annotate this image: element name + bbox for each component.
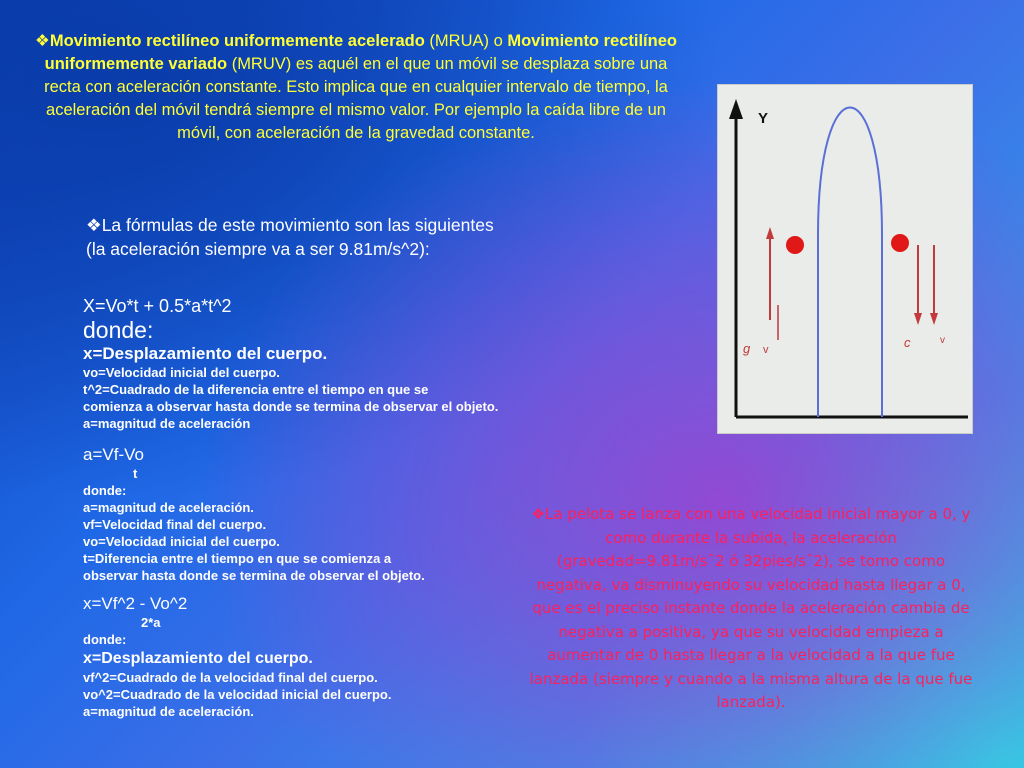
formula2-t-def-1: t=Diferencia entre el tiempo en que se comienza a: [83, 551, 392, 566]
label-right-a: c: [904, 335, 911, 350]
formula1-a-def: a=magnitud de aceleración: [83, 416, 251, 431]
formula2-t-def-2: observar hasta donde se termina de observar el objeto.: [83, 568, 425, 583]
formula2-equation: a=Vf-Vo: [83, 445, 144, 464]
formula1-x-def: x=Desplazamiento del cuerpo.: [83, 344, 328, 363]
formula1-t2-def-1: t^2=Cuadrado de la diferencia entre el tiempo en que se: [83, 382, 429, 397]
ball-trajectory-figure: [717, 84, 973, 434]
bullet-icon: ❖: [86, 215, 102, 235]
formula3-denominator: 2*a: [141, 615, 161, 630]
formula1-equation: X=Vo*t + 0.5*a*t^2: [83, 296, 232, 316]
y-axis-label: Y: [758, 110, 769, 127]
formula2-vf-def: vf=Velocidad final del cuerpo.: [83, 517, 267, 532]
label-left-a: g: [743, 341, 751, 356]
formula3-vf2-def: vf^2=Cuadrado de la velocidad final del cuerpo.: [83, 670, 378, 685]
formula3-vo2-def: vo^2=Cuadrado de la velocidad inicial del cuerpo.: [83, 687, 392, 702]
formula3-donde: donde:: [83, 632, 127, 647]
mrua-term: Movimiento rectilíneo uniformemente acelerado: [49, 32, 425, 50]
formula2-a-def: a=magnitud de aceleración.: [83, 500, 254, 515]
formula1-vo-def: vo=Velocidad inicial del cuerpo.: [83, 365, 280, 380]
formulas-intro-line1: La fórmulas de este movimiento son las siguientes: [101, 215, 494, 235]
ball-right: [891, 234, 909, 252]
mrua-abbr: (MRUA) o: [424, 32, 508, 50]
label-right-b: v: [940, 335, 945, 346]
trajectory-diagram: [718, 85, 972, 433]
formula1-donde: donde:: [83, 317, 154, 343]
y-axis-arrow: [729, 99, 743, 119]
ball-left: [786, 236, 804, 254]
explanation-paragraph: [523, 503, 979, 715]
formula2-vo-def: vo=Velocidad inicial del cuerpo.: [83, 534, 280, 549]
mruv-term: Movimiento rectilíneo uniformemente variado: [44, 32, 677, 73]
intro-rest: (MRUV) es aquél en el que un móvil se desplaza sobre una recta con aceleración constante. Esto implica que en cualquier intervalo de tiempo, la aceleración del móvil tendrá siempre el mismo valor. Por ejemplo la caída libre de un móvil, con aceleración de la gravedad constante.: [44, 55, 668, 142]
formulas-intro: [86, 213, 566, 261]
bullet-icon: ❖: [531, 505, 546, 523]
formula2-denominator: t: [133, 466, 138, 481]
explanation-text: La pelota se lanza con una velocidad inicial mayor a 0, y como durante la subida, la aceleración (gravedad=9.81m/sˆ2 ó 32pies/sˆ2), se tomo como negativa, va disminuyendo su velocidad hasta llegar a 0, que es el preciso instante donde la aceleración cambia de negativa a positiva, ya que su velocidad empieza a aumentar de 0 hasta llegar a la velocidad a la que fue lanzada (siempre y cuando a la misma altura de la que fue lanzada).: [529, 505, 973, 711]
formulas-intro-line2: (la aceleración siempre va a ser 9.81m/s^2):: [86, 239, 430, 259]
formula1-t2-def-2: comienza a observar hasta donde se termina de observar el objeto.: [83, 399, 499, 414]
trajectory-path: [818, 108, 882, 418]
bullet-icon: ❖: [35, 32, 50, 50]
formula3-equation: x=Vf^2 - Vo^2: [83, 594, 188, 613]
formula3-x-def: x=Desplazamiento del cuerpo.: [83, 650, 313, 667]
formula2-donde: donde:: [83, 483, 127, 498]
intro-paragraph: [26, 30, 686, 145]
label-left-b: v: [763, 344, 769, 356]
formula3-a-def: a=magnitud de aceleración.: [83, 704, 254, 719]
